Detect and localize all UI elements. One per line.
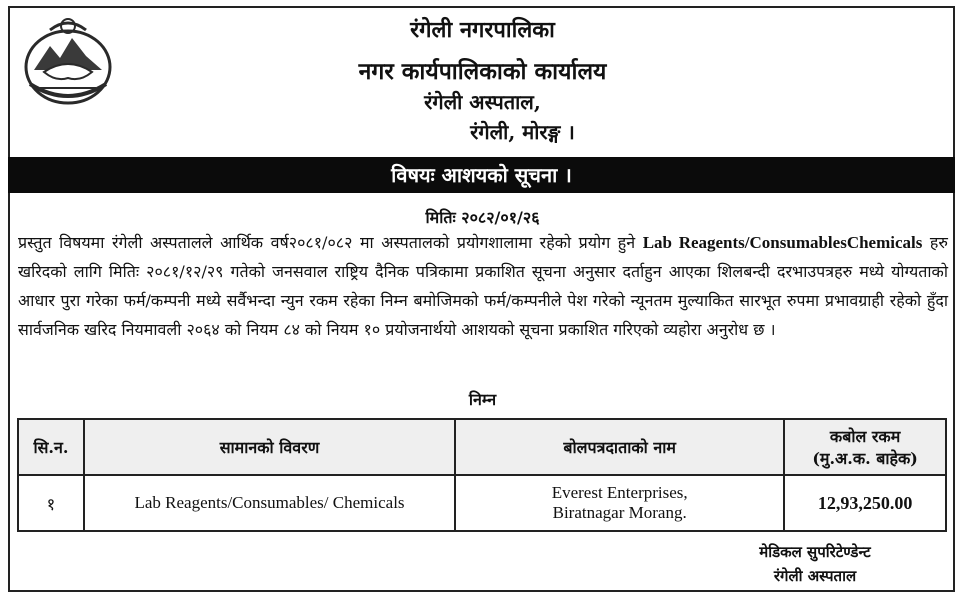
header-sn: सि.न. <box>18 419 84 475</box>
header-amount-line2: (मु.अ.क. बाहेक) <box>812 449 918 468</box>
header-item: सामानको विवरण <box>84 419 455 475</box>
table-header-row <box>18 419 946 475</box>
signatory-office: रंगेली अस्पताल <box>773 567 857 585</box>
header-amount <box>784 419 946 475</box>
notice-date: मितिः २०८२/०१/२६ <box>425 208 540 227</box>
hospital-name: रंगेली अस्पताल, <box>424 90 541 114</box>
hospital-address: रंगेली, मोरङ्ग । <box>470 120 575 144</box>
cell-item: Lab Reagents/Consumables/ Chemicals <box>84 475 455 531</box>
bid-table <box>17 418 947 532</box>
bidder-address: Biratnagar Morang. <box>552 503 687 522</box>
bidder-name: Everest Enterprises, <box>551 483 688 502</box>
header-amount-line1: कबोल रकम <box>829 427 901 446</box>
subject-band: विषयः आशयको सूचना । <box>8 157 955 193</box>
body-text-part2: हरु खरिदको लागि मितिः २०८१/१२/२९ गतेको जनसवाल राष्ट्रिय दैनिक पत्रिकामा प्रकाशित सूचना अनुसार दर्ताहुन आएका शिलबन्दी दरभाउपत्रहरु मध्ये योग्यताको आधार पुरा गरेका फर्म/कम्पनी मध्ये सर्वैभन्दा न्युन रकम रहेका निम्न बमोजिमको फर्म/कम्पनीले पेश गरेको न्यूनतम मुल्याकित सारभूत रुपमा प्रभावग्राही रहेको हुँदा सार्वजनिक खरिद नियमावली २०६४ को नियम ८४ को नियम १० प्रयोजनार्थयो आशयको सूचना प्रकाशित गरिएको व्यहोरा अनुरोध छ । <box>18 233 948 339</box>
notice-body <box>18 228 948 344</box>
cell-bidder <box>455 475 784 531</box>
municipality-name: रंगेली नगरपालिका <box>410 17 555 43</box>
list-heading: निम्न <box>468 390 497 409</box>
cell-sn: १ <box>18 475 84 531</box>
office-name: नगर कार्यपालिकाको कार्यालय <box>358 58 607 85</box>
body-text-part1: प्रस्तुत विषयमा रंगेली अस्पतालले आर्थिक वर्ष२०८१/०८२ मा अस्पतालको प्रयोगशालामा रहेको प्रयोग हुने <box>18 233 643 252</box>
table-row <box>18 475 946 531</box>
header-bidder: बोलपत्रदाताको नाम <box>455 419 784 475</box>
body-product-name: Lab Reagents/ConsumablesChemicals <box>642 233 923 252</box>
cell-amount: 12,93,250.00 <box>784 475 946 531</box>
signatory-title: मेडिकल सुपरिटेण्डेन्ट <box>759 543 871 561</box>
